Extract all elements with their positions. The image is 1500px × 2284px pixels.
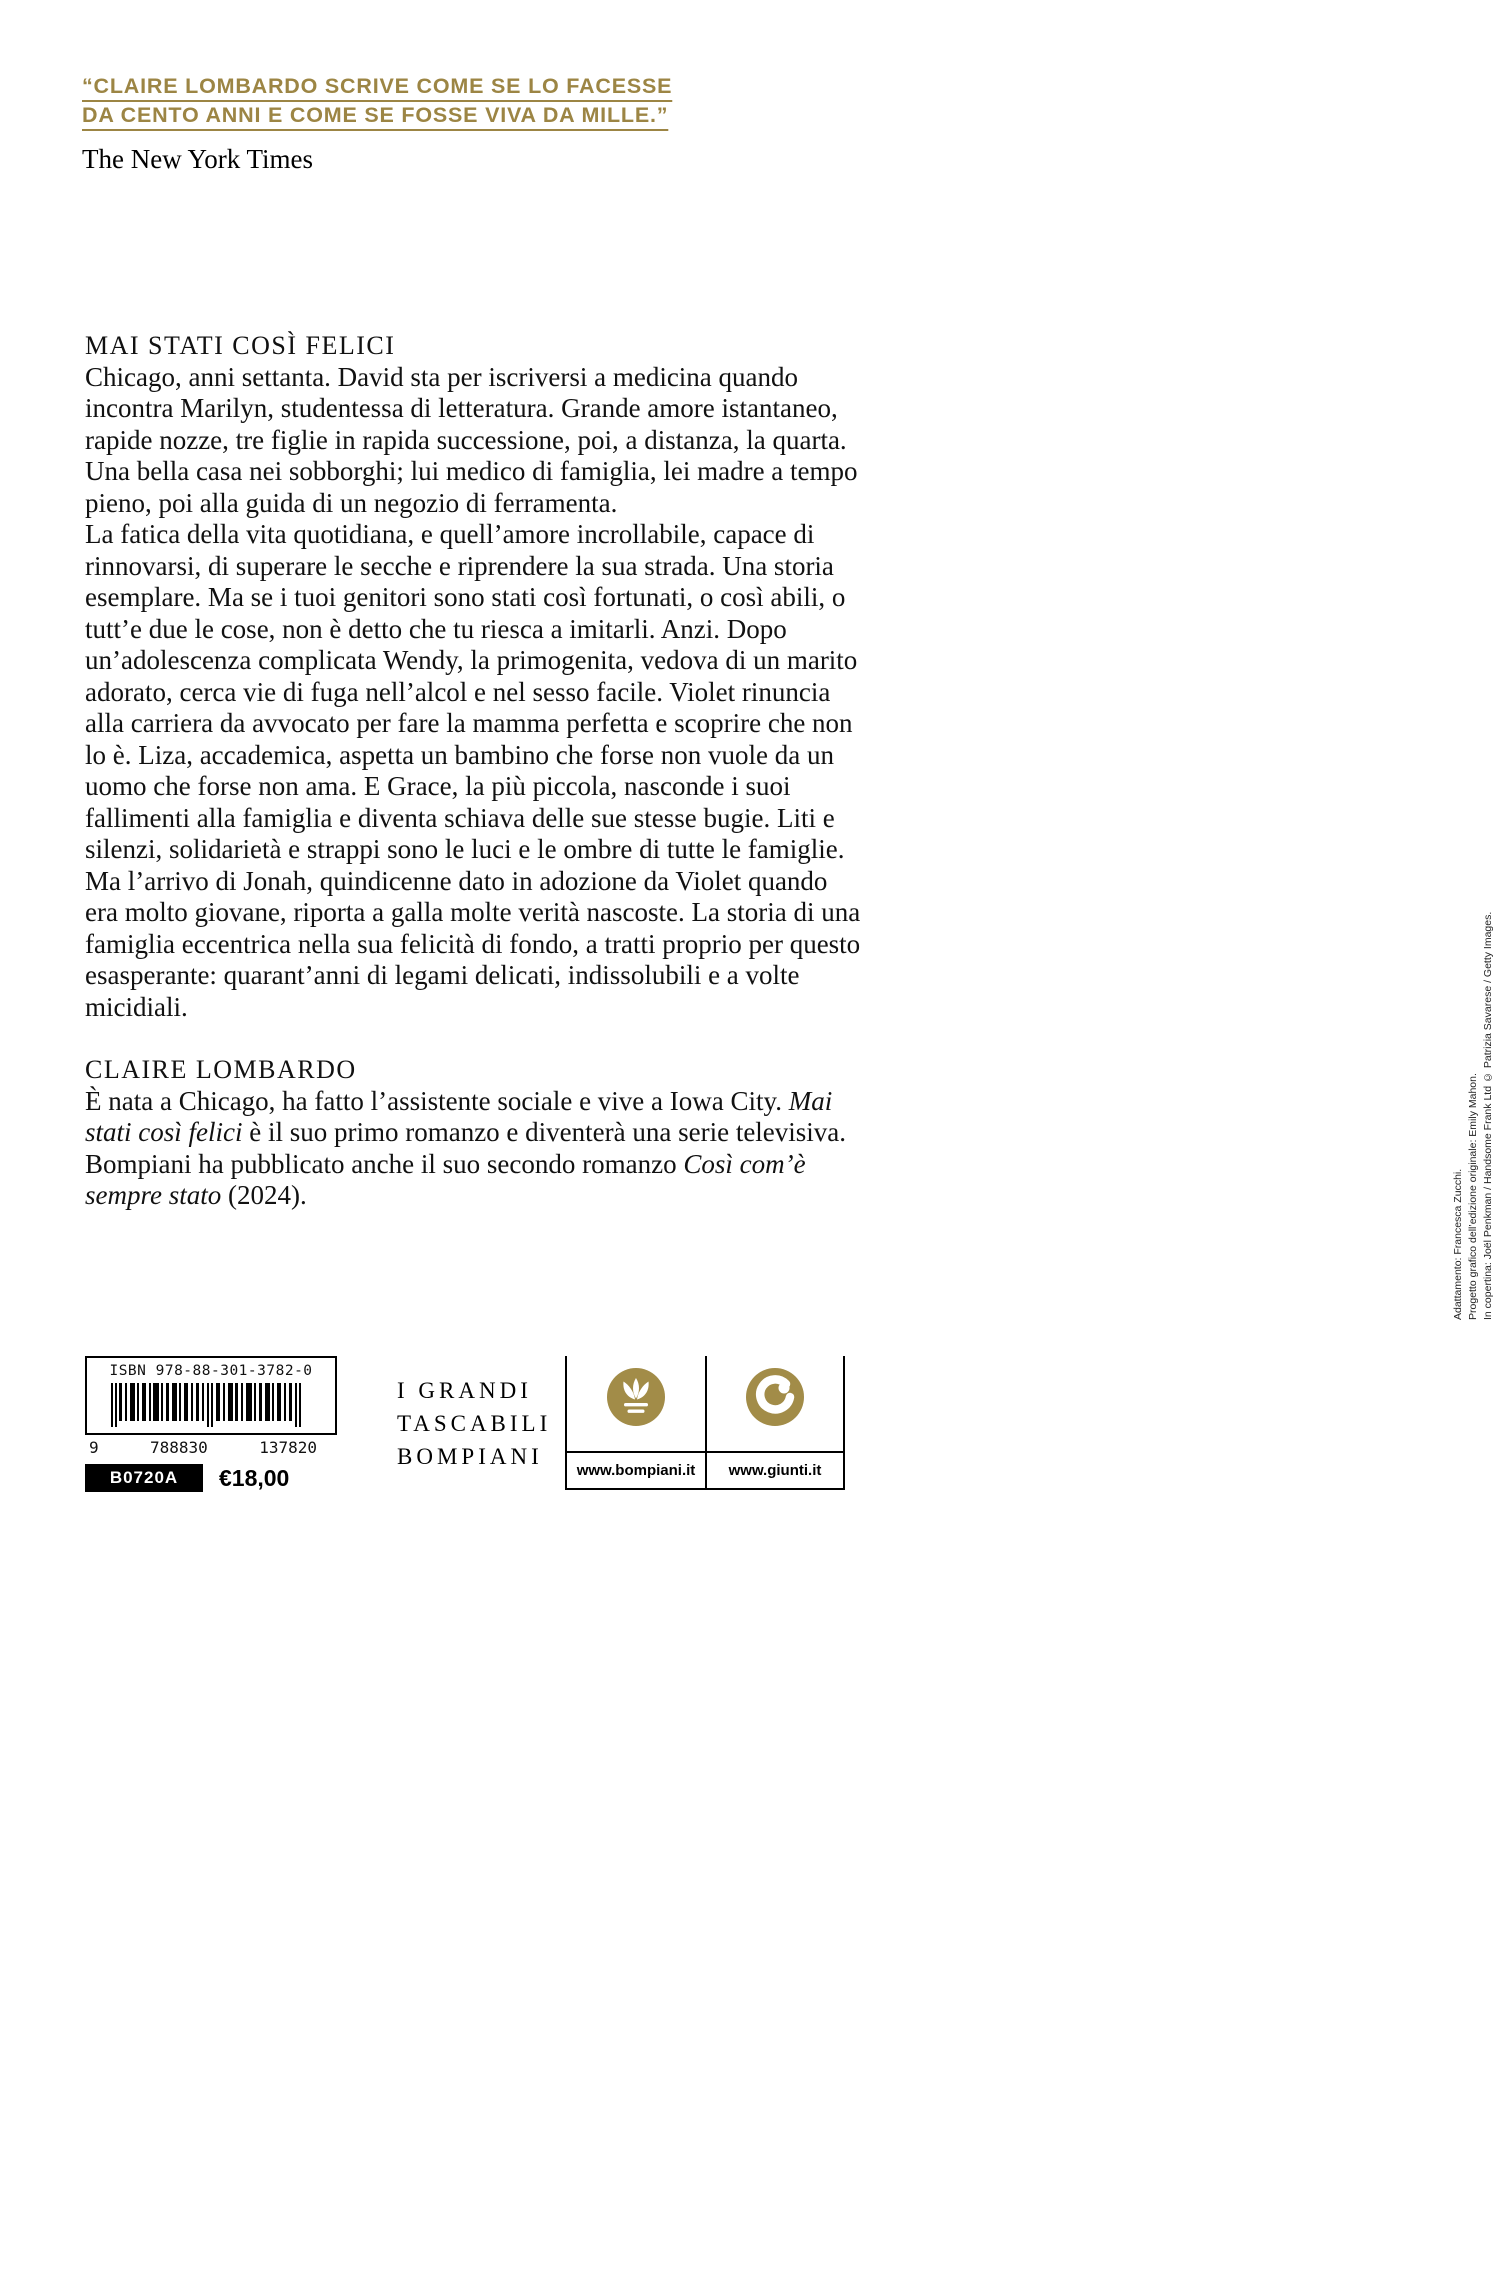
review-quote-line2: DA CENTO ANNI E COME SE FOSSE VIVA DA MILLE.”: [82, 103, 669, 127]
credit-line-3: Adattamento: Francesca Zucchi.: [1452, 1168, 1464, 1320]
bompiani-logo-section: [565, 1356, 705, 1490]
review-quote-block: [82, 72, 672, 175]
edition-code-badge: B0720A: [85, 1464, 203, 1492]
barcode-section: [85, 1356, 353, 1490]
price-row: [85, 1464, 353, 1492]
synopsis-paragraph-1: Chicago, anni settanta. David sta per iscriversi a medicina quando incontra Marilyn, studentessa di letteratura. Grande amore istantaneo, rapide nozze, tre figlie in rapida successione, poi, a distanza, la quarta. Una bella casa nei sobborghi; lui medico di famiglia, lei madre a tempo pieno, poi alla guida di un negozio di ferramenta.: [85, 361, 858, 518]
synopsis-column: [85, 330, 867, 1212]
series-line-1: I GRANDI: [397, 1378, 532, 1403]
giunti-logo-section: [705, 1356, 845, 1490]
giunti-url: www.giunti.it: [707, 1451, 843, 1490]
series-label: [353, 1356, 565, 1490]
ean-group-1: 788830: [150, 1438, 208, 1457]
series-line-3: BOMPIANI: [397, 1444, 543, 1469]
review-quote-line1: “CLAIRE LOMBARDO SCRIVE COME SE LO FACESSE: [82, 74, 673, 98]
bompiani-flower-logo-icon: [607, 1368, 665, 1426]
author-name: CLAIRE LOMBARDO: [85, 1055, 357, 1084]
barcode-image: [111, 1383, 311, 1427]
giunti-logo-icon: [746, 1368, 804, 1426]
isbn-box: [85, 1356, 337, 1435]
author-bio-book-title-1: Mai stati così felici: [85, 1085, 833, 1147]
credit-line-1: In copertina: Joël Penkman / Handsome Frank Ltd © Patrizia Savarese / Getty Images.: [1482, 911, 1494, 1320]
ean-group-2: 137820: [259, 1438, 317, 1457]
author-bio-segment-3: (2024).: [221, 1180, 307, 1210]
footer-strip: [85, 1356, 845, 1490]
review-quote: [82, 72, 672, 130]
price-label: €18,00: [219, 1464, 290, 1491]
author-bio-segment-2: è il suo primo romanzo e diventerà una serie televisiva. Bompiani ha pubblicato anche il suo secondo romanzo: [85, 1117, 847, 1179]
credit-line-2: Progetto grafico dell’edizione originale: Emily Mahon.: [1467, 1073, 1479, 1320]
ean-leading-digit: 9: [89, 1438, 99, 1457]
author-bio: [85, 1086, 867, 1212]
photo-credits: [1452, 890, 1494, 1320]
author-bio-segment-1: È nata a Chicago, ha fatto l’assistente sociale e vive a Iowa City.: [85, 1085, 789, 1116]
synopsis-paragraph-2: La fatica della vita quotidiana, e quell’amore incrollabile, capace di rinnovarsi, di superare le secche e riprendere la sua strada. Una storia esemplare. Ma se i tuoi genitori sono stati così fortunati, o così abili, o tutt’e due le cose, non è detto che tu riesca a imitarli. Anzi. Dopo un’adolescenza complicata Wendy, la primogenita, vedova di un marito adorato, cerca vie di fuga nell’alcol e nel sesso facile. Violet rinuncia alla carriera da avvocato per fare la mamma perfetta e scoprire che non lo è. Liza, accademica, aspetta un bambino che forse non vuole da un uomo che forse non ama. E Grace, la più piccola, nasconde i suoi fallimenti alla famiglia e diventa schiava delle sue stesse bugie. Liti e silenzi, solidarietà e strappi sono le luci e le ombre di tutte le famiglie. Ma l’arrivo di Jonah, quindicenne dato in adozione da Violet quando era molto giovane, riporta a galla molte verità nascoste. La storia di una famiglia eccentrica nella sua felicità di fondo, a tratti proprio per questo esasperante: quarant’anni di legami delicati, indissolubili e a volte micidiali.: [85, 519, 861, 1022]
author-bio-book-title-2: Così com’è sempre stato: [85, 1148, 806, 1210]
review-attribution: The New York Times: [82, 144, 314, 174]
series-line-2: TASCABILI: [397, 1411, 552, 1436]
bompiani-url: www.bompiani.it: [567, 1451, 705, 1490]
ean-number-row: [85, 1435, 337, 1457]
book-title: MAI STATI COSÌ FELICI: [85, 331, 396, 360]
isbn-label: ISBN 978-88-301-3782-0: [109, 1363, 313, 1379]
